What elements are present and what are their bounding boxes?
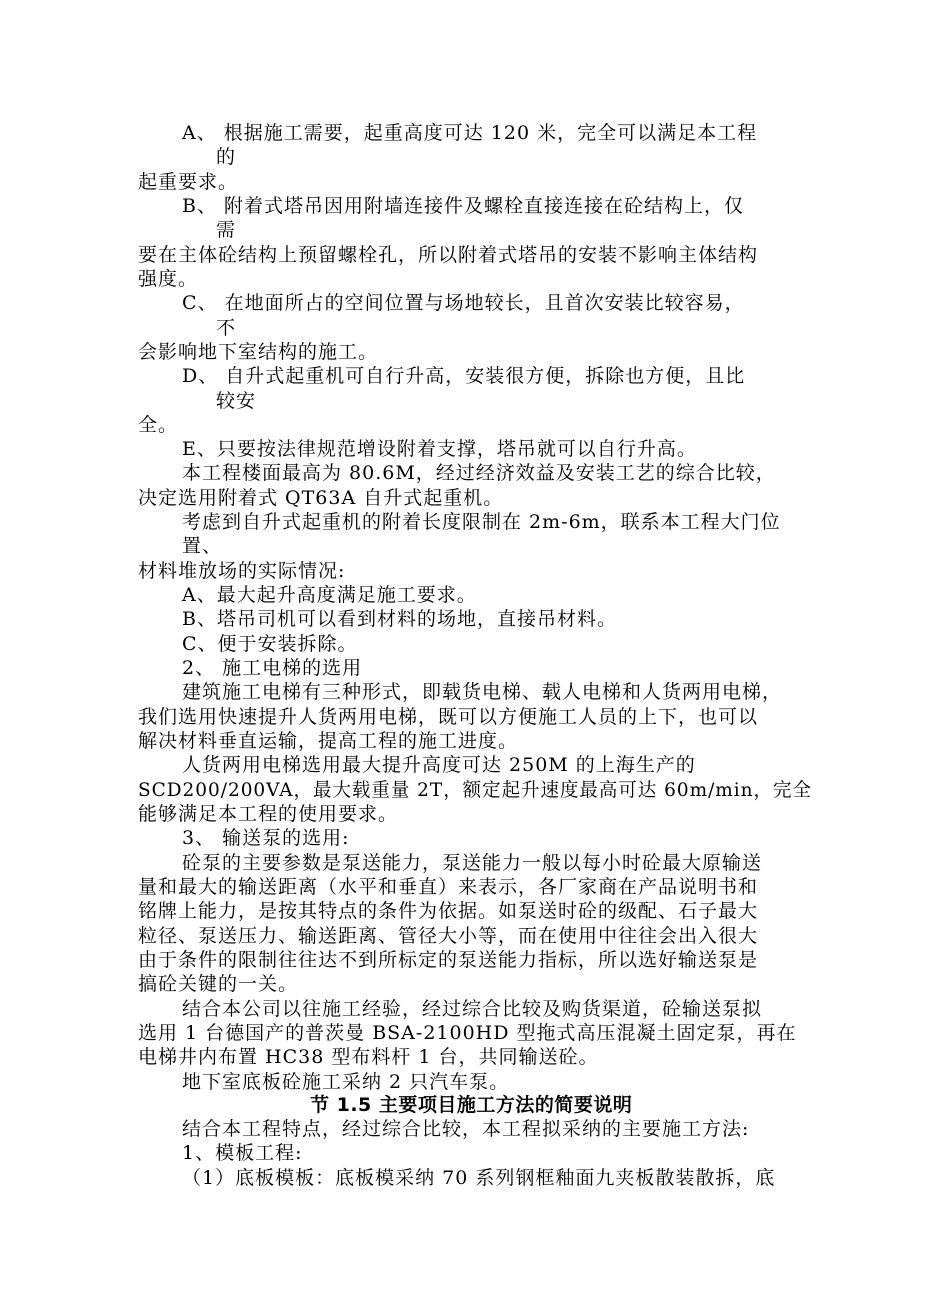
text-line: A、 根据施工需要，起重高度可达 120 米，完全可以满足本工程 — [182, 122, 758, 144]
text-line: 铭牌上能力，是按其特点的条件为依据。如泵送时砼的级配、石子最大 — [138, 900, 759, 922]
text-line: 较安 — [216, 390, 257, 412]
text-line: 会影响地下室结构的施工。 — [138, 341, 379, 363]
text-line: 解决材料垂直运输，提高工程的施工进度。 — [138, 730, 519, 752]
text-line: （1）底板模板：底板模采纳 70 系列钢框釉面九夹板散装散拆，底 — [182, 1167, 776, 1189]
text-line: 2、 施工电梯的选用 — [182, 657, 363, 679]
text-line: 电梯井内布置 HC38 型布料杆 1 台，共同输送砼。 — [138, 1046, 599, 1068]
text-line: 置、 — [182, 535, 223, 557]
text-line: 我们选用快速提升人货两用电梯，既可以方便施工人员的上下，也可以 — [138, 706, 759, 728]
text-line: 需 — [216, 219, 237, 241]
text-line: 决定选用附着式 QT63A 自升式起重机。 — [138, 487, 504, 509]
text-line: 的 — [216, 146, 237, 168]
text-line: 要在主体砼结构上预留螺栓孔，所以附着式塔吊的安装不影响主体结构 — [138, 244, 759, 266]
text-line: 结合本工程特点，经过综合比较，本工程拟采纳的主要施工方法: — [182, 1118, 750, 1140]
text-line: 强度。 — [138, 268, 199, 290]
text-line: B、 附着式塔吊因用附墙连接件及螺栓直接连接在砼结构上，仅 — [182, 195, 745, 217]
section-heading: 节 1.5 主要项目施工方法的简要说明 — [310, 1094, 633, 1116]
text-line: 3、 输送泵的选用: — [182, 827, 350, 849]
text-line: 由于条件的限制往往达不到所标定的泵送能力指标，所以选好输送泵是 — [138, 949, 759, 971]
text-line: 全。 — [138, 414, 179, 436]
text-line: 不 — [216, 317, 237, 339]
text-line: 本工程楼面最高为 80.6M，经过经济效益及安装工艺的综合比较， — [182, 462, 776, 484]
text-line: B、塔吊司机可以看到材料的场地，直接吊材料。 — [182, 608, 617, 630]
text-line: 量和最大的输送距离（水平和垂直）来表示，各厂家商在产品说明书和 — [138, 876, 759, 898]
text-line: SCD200/200VA，最大载重量 2T，额定起升速度最高可达 60m/min，完全 — [138, 779, 812, 801]
text-line: E、只要按法律规范增设附着支撑，塔吊就可以自行升高。 — [182, 438, 697, 460]
text-line: 地下室底板砼施工采纳 2 只汽车泵。 — [182, 1071, 510, 1093]
text-line: 粒径、泵送压力、输送距离、管径大小等，而在使用中往往会出入很大 — [138, 925, 759, 947]
text-line: C、 在地面所占的空间位置与场地较长，且首次安装比较容易， — [182, 292, 745, 314]
text-line: 搞砼关键的一关。 — [138, 973, 299, 995]
text-line: 人货两用电梯选用最大提升高度可达 250M 的上海生产的 — [182, 754, 696, 776]
text-line: C、便于安装拆除。 — [182, 633, 358, 655]
text-line: 砼泵的主要参数是泵送能力，泵送能力一般以每小时砼最大原输送 — [182, 852, 763, 874]
text-line: A、最大起升高度满足施工要求。 — [182, 584, 477, 606]
text-line: 起重要求。 — [138, 171, 239, 193]
text-line: 能够满足本工程的使用要求。 — [138, 803, 399, 825]
text-line: 建筑施工电梯有三种形式，即载货电梯、载人电梯和人货两用电梯， — [182, 681, 783, 703]
text-line: 1、模板工程: — [182, 1142, 303, 1164]
text-line: 材料堆放场的实际情况: — [138, 560, 346, 582]
text-line: 考虑到自升式起重机的附着长度限制在 2m-6m，联系本工程大门位 — [182, 511, 781, 533]
text-line: 结合本公司以往施工经验，经过综合比较及购货渠道，砼输送泵拟 — [182, 998, 763, 1020]
text-line: 选用 1 台德国产的普茨曼 BSA-2100HD 型拖式高压混凝土固定泵，再在 — [138, 1022, 797, 1044]
text-line: D、 自升式起重机可自行升高，安装很方便，拆除也方便，且比 — [182, 365, 746, 387]
